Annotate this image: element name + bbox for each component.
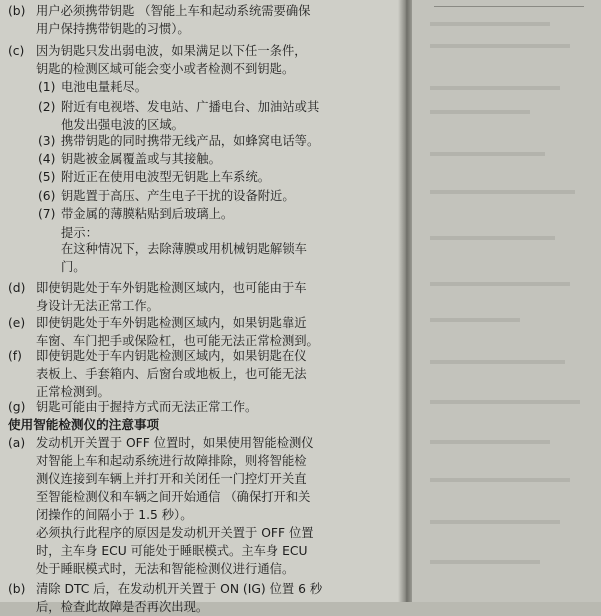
item-text: 因为钥匙只发出弱电波，如果满足以下任一条件， bbox=[36, 44, 307, 58]
item-label: (g) bbox=[8, 400, 26, 414]
item-label: (d) bbox=[8, 281, 26, 295]
item-text: 电池电量耗尽。 bbox=[61, 80, 148, 94]
item-text: 用户保持携带钥匙的习惯）。 bbox=[36, 22, 190, 36]
item-text: 提示： bbox=[61, 226, 98, 240]
top-rule bbox=[434, 6, 584, 7]
item-text: 对智能上车和起动系统进行故障排除，则将智能检 bbox=[36, 454, 307, 468]
item-label: (e) bbox=[8, 316, 26, 330]
item-label: (5) bbox=[38, 170, 56, 184]
item-label: (b) bbox=[8, 582, 26, 596]
item-text: 即使钥匙处于车外钥匙检测区域内，如果钥匙靠近 bbox=[36, 316, 307, 330]
item-text: 发动机开关置于 OFF 位置时，如果使用智能检测仪 bbox=[36, 436, 314, 450]
item-text: 钥匙置于高压、产生电子干扰的设备附近。 bbox=[61, 189, 295, 203]
item-text: 后，检查此故障是否再次出现。 bbox=[36, 600, 209, 614]
item-text: 身设计无法正常工作。 bbox=[36, 299, 159, 313]
item-text: 钥匙的检测区域可能会变小或者检测不到钥匙。 bbox=[36, 62, 295, 76]
item-label: (a) bbox=[8, 436, 26, 450]
item-text: 钥匙可能由于握持方式而无法正常工作。 bbox=[36, 400, 258, 414]
item-label: (3) bbox=[38, 134, 56, 148]
item-text: 时，主车身 ECU 可能处于睡眠模式。主车身 ECU bbox=[36, 544, 308, 558]
item-label: (7) bbox=[38, 207, 56, 221]
item-text: 门。 bbox=[61, 260, 86, 274]
item-text: 他发出强电波的区域。 bbox=[61, 118, 184, 132]
item-text: 闭操作的间隔小于 1.5 秒）。 bbox=[36, 508, 193, 522]
item-text: 钥匙被金属覆盖或与其接触。 bbox=[61, 152, 221, 166]
right-page-edge bbox=[412, 0, 601, 602]
item-text: 测仪连接到车辆上并打开和关闭任一门控灯开关直 bbox=[36, 472, 307, 486]
item-text: 在这种情况下，去除薄膜或用机械钥匙解锁车 bbox=[61, 242, 307, 256]
item-text: 清除 DTC 后，在发动机开关置于 ON (IG) 位置 6 秒 bbox=[36, 582, 323, 596]
item-label: (b) bbox=[8, 4, 26, 18]
item-text: 携带钥匙的同时携带无线产品，如蜂窝电话等。 bbox=[61, 134, 320, 148]
item-text: 至智能检测仪和车辆之间开始通信 （确保打开和关 bbox=[36, 490, 311, 504]
item-label: (f) bbox=[8, 349, 22, 363]
item-text: 即使钥匙处于车内钥匙检测区域内，如果钥匙在仪 bbox=[36, 349, 307, 363]
item-text: 表板上、手套箱内、后窗台或地板上，也可能无法 bbox=[36, 367, 307, 381]
item-label: (4) bbox=[38, 152, 56, 166]
item-label: (1) bbox=[38, 80, 56, 94]
item-text: 即使钥匙处于车外钥匙检测区域内，也可能由于车 bbox=[36, 281, 307, 295]
item-label: (c) bbox=[8, 44, 25, 58]
section-heading: 使用智能检测仪的注意事项 bbox=[8, 417, 160, 432]
item-text: 用户必须携带钥匙 （智能上车和起动系统需要确保 bbox=[36, 4, 311, 18]
item-text: 附近正在使用电波型无钥匙上车系统。 bbox=[61, 170, 271, 184]
item-text: 正常检测到。 bbox=[36, 385, 110, 399]
item-text: 车窗、车门把手或保险杠，也可能无法正常检测到。 bbox=[36, 334, 319, 348]
item-text: 带金属的薄膜粘贴到后玻璃上。 bbox=[61, 207, 234, 221]
item-text: 必须执行此程序的原因是发动机开关置于 OFF 位置 bbox=[36, 526, 314, 540]
item-text: 附近有电视塔、发电站、广播电台、加油站或其 bbox=[61, 100, 320, 114]
item-text: 处于睡眠模式时，无法和智能检测仪进行通信。 bbox=[36, 562, 295, 576]
item-label: (6) bbox=[38, 189, 56, 203]
item-label: (2) bbox=[38, 100, 56, 114]
